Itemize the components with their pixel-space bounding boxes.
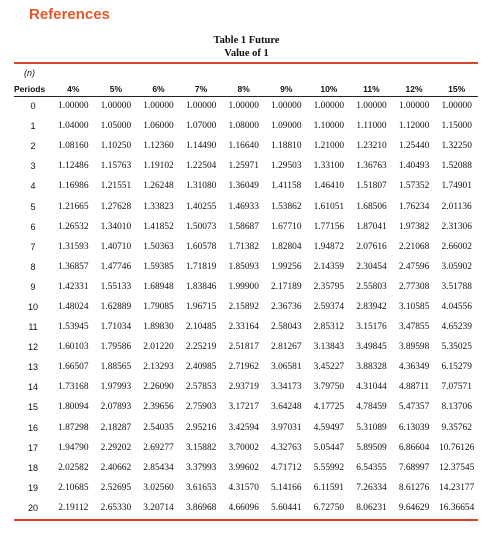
value-cell: 1.36049: [228, 181, 259, 192]
value-cell: 4.04556: [441, 301, 472, 312]
value-cell: 1.00000: [228, 101, 259, 112]
value-cell: 1.66507: [58, 362, 89, 373]
value-cell: 3.49845: [356, 342, 387, 353]
period-cell: 17: [27, 442, 38, 453]
value-cell: 1.41852: [143, 221, 174, 232]
rate-column-header: 10%: [320, 83, 338, 94]
value-cell: 1.21665: [58, 201, 89, 212]
value-cell: 2.19112: [58, 502, 89, 513]
value-cell: 1.12486: [58, 161, 89, 172]
value-cell: 2.13293: [143, 362, 174, 373]
value-cell: 2.35795: [313, 281, 345, 292]
value-cell: 2.77308: [398, 281, 430, 292]
value-cell: 2.02582: [58, 462, 89, 473]
value-cell: 2.65330: [100, 502, 132, 513]
value-cell: 6.11591: [313, 482, 344, 493]
period-cell: 16: [27, 422, 38, 433]
period-cell: 12: [27, 342, 38, 353]
period-cell: 2: [30, 141, 36, 152]
period-cell: 5: [30, 201, 36, 212]
value-cell: 1.73168: [58, 382, 89, 393]
value-cell: 3.13843: [313, 342, 345, 353]
value-cell: 1.33100: [313, 161, 345, 172]
value-cell: 1.00000: [313, 101, 345, 112]
value-cell: 1.11000: [356, 121, 387, 132]
future-value-table: [14, 81, 478, 518]
table-row: [14, 237, 478, 257]
table-row: [14, 377, 478, 397]
value-cell: 1.10000: [313, 121, 345, 132]
value-cell: 1.87298: [58, 422, 89, 433]
value-cell: 1.09000: [271, 121, 302, 132]
value-cell: 1.22504: [185, 161, 217, 172]
value-cell: 4.36349: [398, 362, 430, 373]
value-cell: 1.94872: [313, 241, 345, 252]
value-cell: 2.01136: [441, 201, 472, 212]
value-cell: 10.76126: [439, 442, 475, 453]
value-cell: 1.99256: [271, 261, 302, 272]
value-cell: 1.27628: [100, 201, 132, 212]
value-cell: 1.26532: [58, 221, 89, 232]
value-cell: 1.71034: [100, 322, 132, 333]
value-cell: 2.17189: [271, 281, 302, 292]
rate-column-header: 7%: [194, 83, 208, 94]
value-cell: 1.00000: [398, 101, 430, 112]
value-cell: 1.88565: [100, 362, 132, 373]
value-cell: 1.68506: [356, 201, 387, 212]
value-cell: 1.07000: [185, 121, 217, 132]
period-cell: 14: [27, 382, 38, 393]
value-cell: 1.99900: [228, 281, 259, 292]
value-cell: 1.96715: [185, 301, 217, 312]
period-cell: 13: [27, 362, 38, 373]
value-cell: 1.82804: [271, 241, 302, 252]
value-cell: 4.65239: [441, 322, 472, 333]
value-cell: 1.10250: [100, 141, 132, 152]
value-cell: 2.85312: [313, 322, 345, 333]
value-cell: 3.15176: [356, 322, 387, 333]
value-cell: 1.97993: [100, 382, 132, 393]
table-row: [14, 136, 478, 156]
value-cell: 6.15279: [441, 362, 472, 373]
value-cell: 3.02560: [143, 482, 174, 493]
value-cell: 1.47746: [100, 261, 132, 272]
table-row: [14, 156, 478, 176]
value-cell: 1.59385: [143, 261, 174, 272]
value-cell: 1.52088: [441, 161, 472, 172]
table-row: [14, 217, 478, 237]
value-cell: 1.00000: [143, 101, 174, 112]
value-cell: 1.00000: [441, 101, 472, 112]
value-cell: 1.08160: [58, 141, 89, 152]
value-cell: 2.10685: [58, 482, 89, 493]
value-cell: 3.37993: [185, 462, 217, 473]
value-cell: 6.72750: [313, 502, 345, 513]
value-cell: 1.85093: [228, 261, 259, 272]
value-cell: 2.31306: [441, 221, 472, 232]
value-cell: 5.55992: [313, 462, 345, 473]
table-row: [14, 357, 478, 377]
value-cell: 2.75903: [185, 402, 217, 413]
value-cell: 1.83846: [185, 281, 217, 292]
value-cell: 1.08000: [228, 121, 259, 132]
value-cell: 2.33164: [228, 322, 259, 333]
value-cell: 1.62889: [100, 301, 132, 312]
value-cell: 2.69277: [143, 442, 174, 453]
value-cell: 2.40985: [185, 362, 217, 373]
value-cell: 1.58687: [228, 221, 259, 232]
value-cell: 1.61051: [313, 201, 345, 212]
value-cell: 1.21000: [313, 141, 345, 152]
value-cell: 4.88711: [398, 382, 430, 393]
rate-column-header: 5%: [109, 83, 123, 94]
value-cell: 1.23210: [356, 141, 387, 152]
table-row: [14, 498, 478, 518]
table-row: [14, 458, 478, 478]
value-cell: 5.31089: [356, 422, 387, 433]
value-cell: 3.86968: [185, 502, 217, 513]
table-row: [14, 337, 478, 357]
value-cell: 7.68997: [398, 462, 430, 473]
value-cell: 6.54355: [356, 462, 387, 473]
value-cell: 1.41158: [271, 181, 302, 192]
value-cell: 1.36857: [58, 261, 89, 272]
period-cell: 15: [27, 402, 38, 413]
value-cell: 7.07571: [441, 382, 472, 393]
value-cell: 1.00000: [185, 101, 217, 112]
value-cell: 1.40710: [100, 241, 132, 252]
value-cell: 4.31044: [356, 382, 387, 393]
value-cell: 1.32250: [441, 141, 472, 152]
value-cell: 2.14359: [313, 261, 345, 272]
table-row: [14, 196, 478, 216]
value-cell: 4.59497: [313, 422, 345, 433]
value-cell: 2.10485: [185, 322, 217, 333]
value-cell: 1.74901: [441, 181, 472, 192]
table-bottom-rule: [14, 519, 478, 521]
period-cell: 11: [28, 322, 38, 333]
table-row: [14, 317, 478, 337]
value-cell: 2.81267: [271, 342, 302, 353]
value-cell: 1.29503: [271, 161, 302, 172]
value-cell: 1.53945: [58, 322, 89, 333]
period-cell: 4: [30, 181, 36, 192]
value-cell: 1.79586: [100, 342, 132, 353]
value-cell: 3.34173: [271, 382, 302, 393]
value-cell: 2.51817: [228, 342, 259, 353]
value-cell: 8.13706: [441, 402, 472, 413]
value-cell: 2.30454: [356, 261, 387, 272]
value-cell: 2.36736: [271, 301, 302, 312]
table-row: [14, 397, 478, 417]
value-cell: 1.05000: [100, 121, 132, 132]
value-cell: 3.45227: [313, 362, 345, 373]
value-cell: 1.87041: [356, 221, 387, 232]
value-cell: 3.10585: [398, 301, 430, 312]
value-cell: 1.60103: [58, 342, 89, 353]
value-cell: 8.61276: [398, 482, 430, 493]
value-cell: 3.64248: [271, 402, 302, 413]
value-cell: 1.14490: [185, 141, 217, 152]
value-cell: 9.64629: [398, 502, 430, 513]
value-cell: 1.00000: [271, 101, 302, 112]
value-cell: 1.76234: [398, 201, 430, 212]
value-cell: 1.55133: [100, 281, 132, 292]
value-cell: 2.54035: [143, 422, 174, 433]
value-cell: 2.39656: [143, 402, 174, 413]
value-cell: 2.07893: [100, 402, 132, 413]
table-row: [14, 277, 478, 297]
value-cell: 5.47357: [398, 402, 430, 413]
value-cell: 3.88328: [356, 362, 387, 373]
value-cell: 1.26248: [143, 181, 174, 192]
table-row: [14, 176, 478, 196]
value-cell: 1.34010: [100, 221, 132, 232]
value-cell: 1.50363: [143, 241, 174, 252]
period-cell: 19: [27, 482, 38, 493]
value-cell: 4.66096: [228, 502, 259, 513]
value-cell: 1.25440: [398, 141, 430, 152]
value-cell: 7.26334: [356, 482, 387, 493]
rate-column-header: 12%: [405, 83, 423, 94]
period-cell: 3: [30, 161, 36, 172]
period-cell: 0: [30, 101, 36, 112]
value-cell: 1.50073: [185, 221, 217, 232]
value-cell: 1.40255: [185, 201, 217, 212]
table-row: [14, 116, 478, 136]
table-caption-line2: Value of 1: [224, 48, 269, 59]
rate-column-header: 11%: [363, 83, 380, 94]
table-row: [14, 297, 478, 317]
value-cell: 6.13039: [398, 422, 430, 433]
value-cell: 1.97382: [398, 221, 430, 232]
value-cell: 1.21551: [100, 181, 132, 192]
section-title: References: [29, 6, 110, 23]
value-cell: 1.36763: [356, 161, 387, 172]
value-cell: 1.15763: [100, 161, 132, 172]
period-cell: 1: [30, 121, 36, 132]
value-cell: 1.46933: [228, 201, 259, 212]
value-cell: 1.40493: [398, 161, 430, 172]
table-row: [14, 438, 478, 458]
value-cell: 1.31080: [185, 181, 217, 192]
period-cell: 7: [30, 241, 36, 252]
value-cell: 2.85434: [143, 462, 174, 473]
value-cell: 1.57352: [398, 181, 430, 192]
period-cell: 9: [30, 281, 36, 292]
value-cell: 8.06231: [356, 502, 387, 513]
value-cell: 2.25219: [185, 342, 217, 353]
value-cell: 1.12000: [398, 121, 430, 132]
value-cell: 2.40662: [100, 462, 132, 473]
value-cell: 4.31570: [228, 482, 259, 493]
table-row: [14, 96, 478, 116]
rate-column-header: 6%: [152, 83, 165, 94]
value-cell: 1.51807: [356, 181, 387, 192]
value-cell: 2.58043: [271, 322, 302, 333]
value-cell: 3.61653: [185, 482, 217, 493]
value-cell: 2.95216: [185, 422, 217, 433]
value-cell: 3.05902: [441, 261, 472, 272]
value-cell: 1.53862: [271, 201, 302, 212]
value-cell: 2.52695: [100, 482, 132, 493]
value-cell: 1.71819: [185, 261, 217, 272]
table-body: [14, 96, 478, 518]
value-cell: 16.36654: [439, 502, 475, 513]
value-cell: 1.12360: [143, 141, 174, 152]
value-cell: 2.83942: [356, 301, 387, 312]
value-cell: 2.71962: [228, 362, 259, 373]
value-cell: 3.42594: [228, 422, 259, 433]
rate-column-header: 4%: [67, 83, 80, 94]
value-cell: 1.68948: [143, 281, 174, 292]
value-cell: 1.19102: [143, 161, 174, 172]
value-cell: 2.57853: [185, 382, 217, 393]
table-row: [14, 478, 478, 498]
value-cell: 1.80094: [58, 402, 89, 413]
value-cell: 3.51788: [441, 281, 472, 292]
value-cell: 1.15000: [441, 121, 472, 132]
value-cell: 1.18810: [271, 141, 302, 152]
value-cell: 2.07616: [356, 241, 387, 252]
value-cell: 5.89509: [356, 442, 387, 453]
value-cell: 12.37545: [439, 462, 475, 473]
value-cell: 4.78459: [356, 402, 387, 413]
value-cell: 1.33823: [143, 201, 174, 212]
value-cell: 1.67710: [271, 221, 302, 232]
period-column-header: Periods: [14, 83, 46, 94]
value-cell: 3.89598: [398, 342, 430, 353]
value-cell: 1.04000: [58, 121, 89, 132]
value-cell: 3.06581: [271, 362, 302, 373]
header-rule: [14, 96, 478, 97]
period-cell: 20: [27, 502, 38, 513]
value-cell: 3.20714: [143, 502, 174, 513]
value-cell: 1.31593: [58, 241, 89, 252]
value-cell: 2.47596: [398, 261, 430, 272]
table-row: [14, 257, 478, 277]
value-cell: 1.42331: [58, 281, 89, 292]
value-cell: 4.32763: [271, 442, 302, 453]
value-cell: 3.97031: [271, 422, 302, 433]
header-row: [14, 81, 478, 96]
value-cell: 1.60578: [185, 241, 217, 252]
value-cell: 14.23177: [439, 482, 475, 493]
value-cell: 1.25971: [228, 161, 259, 172]
period-cell: 10: [27, 301, 38, 312]
period-cell: 18: [27, 462, 38, 473]
value-cell: 4.17725: [313, 402, 345, 413]
value-cell: 2.66002: [441, 241, 472, 252]
value-cell: 1.48024: [58, 301, 89, 312]
table-caption-line1: Table 1 Future: [213, 35, 280, 46]
value-cell: 1.16640: [228, 141, 259, 152]
value-cell: 2.29202: [100, 442, 132, 453]
value-cell: 2.01220: [143, 342, 174, 353]
value-cell: 5.35025: [441, 342, 472, 353]
value-cell: 2.55803: [356, 281, 387, 292]
value-cell: 3.79750: [313, 382, 345, 393]
value-cell: 2.26090: [143, 382, 174, 393]
table-top-rule: [14, 62, 478, 64]
value-cell: 1.79085: [143, 301, 174, 312]
value-cell: 2.18287: [100, 422, 132, 433]
value-cell: 5.05447: [313, 442, 345, 453]
value-cell: 1.89830: [143, 322, 174, 333]
value-cell: 3.47855: [398, 322, 430, 333]
value-cell: 1.94790: [58, 442, 89, 453]
value-cell: 2.93719: [228, 382, 259, 393]
value-cell: 1.71382: [228, 241, 259, 252]
value-cell: 5.14166: [271, 482, 302, 493]
value-cell: 2.15892: [228, 301, 259, 312]
value-cell: 4.71712: [271, 462, 302, 473]
value-cell: 1.77156: [313, 221, 345, 232]
n-label: (n): [24, 68, 35, 78]
value-cell: 2.21068: [398, 241, 430, 252]
rate-column-header: 8%: [237, 83, 250, 94]
value-cell: 1.00000: [100, 101, 132, 112]
value-cell: 1.00000: [356, 101, 387, 112]
value-cell: 1.16986: [58, 181, 89, 192]
value-cell: 2.59374: [313, 301, 345, 312]
value-cell: 3.17217: [228, 402, 259, 413]
value-cell: 1.06000: [143, 121, 174, 132]
value-cell: 9.35762: [441, 422, 472, 433]
table-row: [14, 418, 478, 438]
value-cell: 3.70002: [228, 442, 259, 453]
period-cell: 8: [30, 261, 36, 272]
value-cell: 3.99602: [228, 462, 259, 473]
value-cell: 3.15882: [185, 442, 217, 453]
rate-column-header: 9%: [280, 83, 293, 94]
value-cell: 5.60441: [271, 502, 302, 513]
period-cell: 6: [30, 221, 36, 232]
value-cell: 6.86604: [398, 442, 430, 453]
rate-column-header: 15%: [448, 83, 466, 94]
value-cell: 1.46410: [313, 181, 345, 192]
value-cell: 1.00000: [58, 101, 89, 112]
